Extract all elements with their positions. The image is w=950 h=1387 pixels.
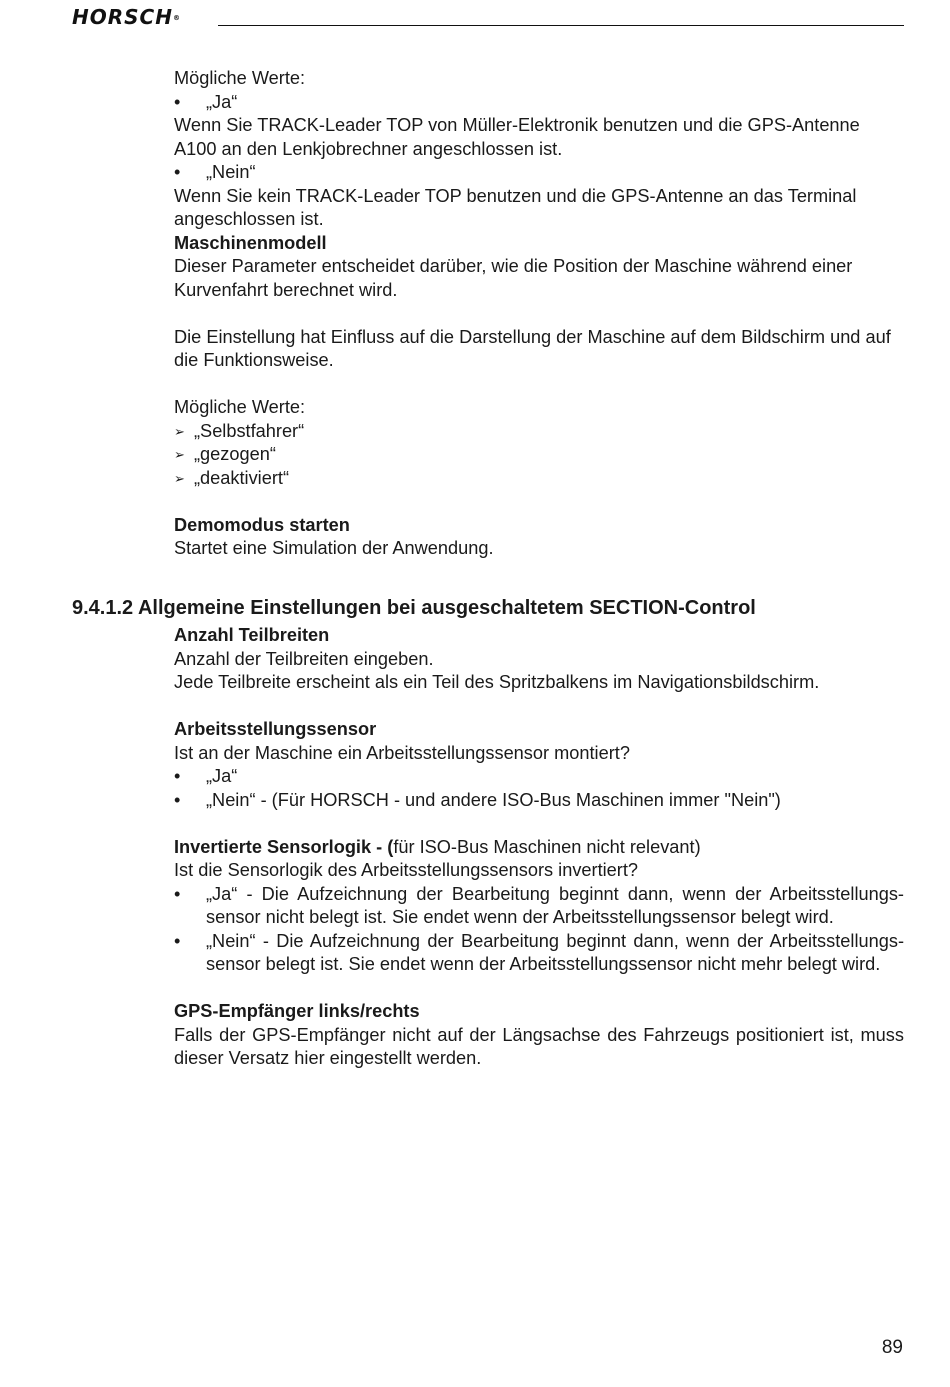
page-number: 89 [881,1337,903,1358]
possible-values-label: Mögliche Werte: [174,68,306,88]
maschinenmodell-title: Maschinenmodell [174,232,327,253]
content-bottom [174,624,904,1071]
arbeitsstellung-question: Ist an der Maschine ein Arbeitsstellungssensor montiert? [174,742,630,763]
gps-text: Falls der GPS-Empfänger nicht auf der Längsachse des Fahrzeugs positioniert ist, muss dieser Versatz hier eingestellt werden. [174,1024,904,1068]
demomodus-title: Demomodus starten [174,514,350,535]
option-ja [174,91,904,115]
bullet-marker: • [174,930,181,951]
maschinenmodell-text1: Dieser Parameter entscheidet darüber, wie die Position der Maschine während einer Kurvenfahrt berechnet wird. [174,256,853,300]
gps-title: GPS-Empfänger links/rechts [174,1001,420,1021]
arrow-marker-icon: ➢ [174,470,185,486]
possible-values-label: Mögliche Werte: [174,397,306,417]
arrow-marker-icon: ➢ [174,447,185,462]
invertiert-title: Invertierte Sensorlogik - (für ISO-Bus Maschinen nicht relevant) [174,836,701,857]
bullet-marker: • [174,766,181,786]
list-item: • „Nein“ - (Für HORSCH - und andere ISO-Bus Maschinen immer "Nein") [174,789,904,813]
bullet-marker: • [174,162,181,182]
anzahl-title: Anzahl Teilbreiten [174,625,330,645]
option-nein-text: Wenn Sie kein TRACK-Leader TOP benutzen und die GPS-Antenne an das Terminal angeschlossen ist. [174,185,857,229]
option-label: „Ja“ [206,91,238,112]
horsch-logo: HORSCH® [72,5,181,29]
value-deaktiviert: ➢ „deaktiviert“ [174,467,904,491]
option-ja-text: Wenn Sie TRACK-Leader TOP von Müller-Elektronik benutzen und die GPS-Antenne A100 an den Lenkjobrechner angeschlossen ist. [174,115,860,159]
bullet-marker: • [174,883,181,904]
demomodus-text: Startet eine Simulation der Anwendung. [174,538,494,558]
invertiert-question: Ist die Sensorlogik des Arbeitsstellungssensors invertiert? [174,860,639,880]
anzahl-line1: Anzahl der Teilbreiten eingeben. [174,648,434,669]
anzahl-line2: Jede Teilbreite erscheint als ein Teil des Spritzbalkens im Navigationsbildschirm. [174,672,820,692]
header-rule [218,25,904,26]
arrow-marker-icon: ➢ [174,423,185,439]
value-selbstfahrer: ➢ „Selbstfahrer“ [174,420,904,444]
content-top [174,67,904,561]
list-item: • „Ja“ [174,765,904,789]
option-nein [174,161,904,185]
maschinenmodell-text2: Die Einstellung hat Einfluss auf die Darstellung der Maschine auf dem Bildschirm und auf die Funktionsweise. [174,326,891,370]
list-item: • „Nein“ - Die Aufzeichnung der Bearbeitung beginnt dann, wenn der Arbeitsstellungs-sensor belegt ist. Sie endet wenn der Arbeitsstellungssensor nicht mehr belegt wird. [174,930,904,974]
arbeitsstellung-title: Arbeitsstellungssensor [174,719,377,739]
section-heading: 9.4.1.2 Allgemeine Einstellungen bei ausgeschaltetem SECTION-Control [72,597,756,619]
value-gezogen: ➢ „gezogen“ [174,443,904,467]
option-label: „Nein“ [206,162,256,182]
list-item: • „Ja“ - Die Aufzeichnung der Bearbeitung beginnt dann, wenn der Arbeitsstellungs-sensor nicht belegt ist. Sie endet wenn der Arbeitsstellungssensor belegt wird. [174,883,904,927]
bullet-marker: • [174,91,181,112]
bullet-marker: • [174,789,181,810]
page-header [72,6,904,28]
